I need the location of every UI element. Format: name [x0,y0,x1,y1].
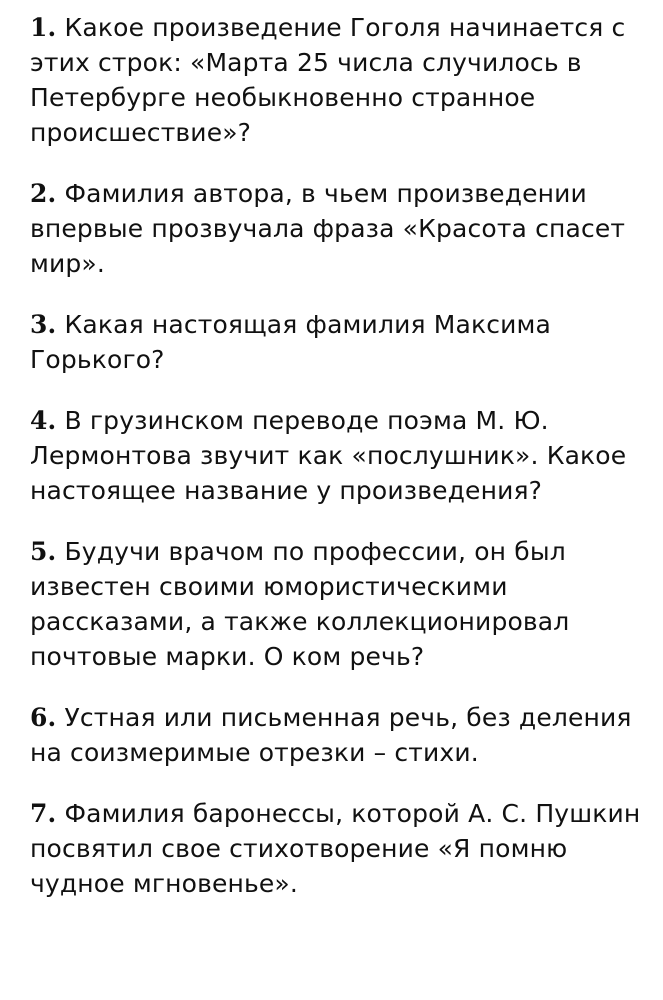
question-7 [30,796,641,901]
question-text: В грузинском переводе поэма М. Ю. Лермонтова звучит как «послушник». Какое настоящее название у произведения? [30,406,627,505]
question-3 [30,307,641,377]
question-text: Фамилия автора, в чьем произведении впервые прозвучала фраза «Красота спасет мир». [30,179,626,278]
question-number: 7. [30,799,57,828]
question-number: 1. [30,13,57,42]
question-text: Устная или письменная речь, без деления на соизмеримые отрезки – стихи. [30,703,632,767]
question-4 [30,403,641,508]
question-2 [30,176,641,281]
question-5 [30,534,641,674]
question-number: 2. [30,179,57,208]
question-text: Фамилия баронессы, которой А. С. Пушкин посвятил свое стихотворение «Я помню чудное мгновенье». [30,799,641,898]
question-1 [30,10,641,150]
question-number: 3. [30,310,57,339]
question-text: Какая настоящая фамилия Максима Горького? [30,310,551,374]
question-text: Какое произведение Гоголя начинается с этих строк: «Марта 25 числа случилось в Петербурге необыкновенно странное происшествие»? [30,13,626,147]
question-text: Будучи врачом по профессии, он был известен своими юмористическими рассказами, а также коллекционировал почтовые марки. О ком речь? [30,537,570,671]
question-number: 5. [30,537,57,566]
question-6 [30,700,641,770]
question-number: 4. [30,406,57,435]
question-number: 6. [30,703,57,732]
